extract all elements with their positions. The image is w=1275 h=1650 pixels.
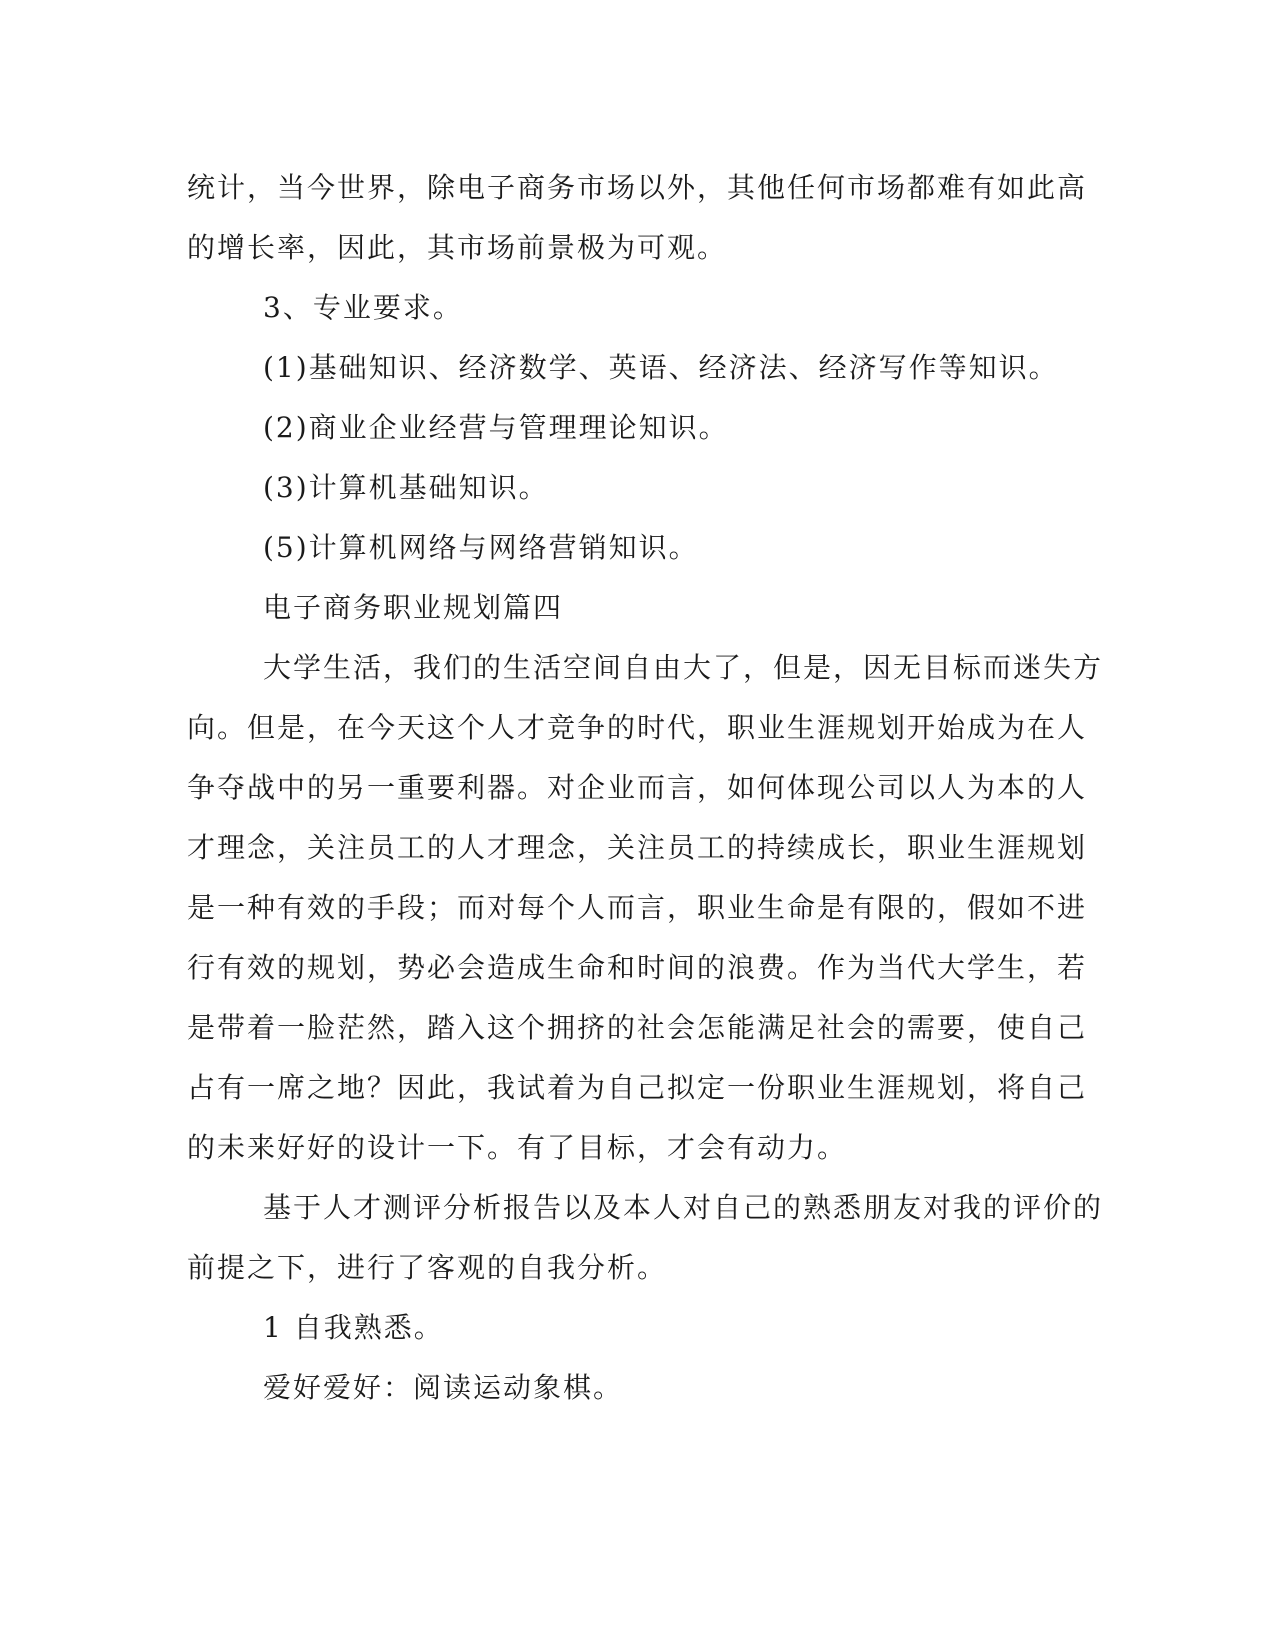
text-line: 的未来好好的设计一下。有了目标，才会有动力。: [187, 1131, 848, 1164]
text-line: 的增长率，因此，其市场前景极为可观。: [187, 231, 728, 264]
list-item: (2)商业企业经营与管理理论知识。: [263, 411, 729, 444]
paragraph: [187, 458, 1067, 518]
paragraph: [187, 158, 1088, 278]
paragraph: [187, 398, 1067, 458]
list-item: (5)计算机网络与网络营销知识。: [263, 531, 699, 564]
paragraph: [187, 518, 1067, 578]
text-line: 向。但是，在今天这个人才竞争的时代，职业生涯规划开始成为在人: [187, 711, 1088, 744]
text-line: 争夺战中的另一重要利器。对企业而言，如何体现公司以人为本的人: [187, 771, 1088, 804]
text-line: 爱好爱好：阅读运动象棋。: [263, 1371, 624, 1404]
paragraph: [187, 1358, 1067, 1418]
text-line: 大学生活，我们的生活空间自由大了，但是，因无目标而迷失方: [263, 651, 1104, 684]
list-item: (1)基础知识、经济数学、英语、经济法、经济写作等知识。: [263, 351, 1059, 384]
paragraph: [187, 638, 1104, 1178]
paragraph: [187, 278, 1067, 338]
document-body: [187, 158, 1104, 1418]
text-line: 统计，当今世界，除电子商务市场以外，其他任何市场都难有如此高: [187, 171, 1088, 204]
text-line: 前提之下，进行了客观的自我分析。: [187, 1251, 668, 1284]
paragraph: [187, 1298, 1067, 1358]
text-line: 基于人才测评分析报告以及本人对自己的熟悉朋友对我的评价的: [263, 1191, 1104, 1224]
text-line: 是带着一脸茫然，踏入这个拥挤的社会怎能满足社会的需要，使自己: [187, 1011, 1088, 1044]
paragraph: [187, 1178, 1104, 1298]
text-line: 占有一席之地？因此，我试着为自己拟定一份职业生涯规划，将自己: [187, 1071, 1088, 1104]
section-heading: 1 自我熟悉。: [263, 1311, 444, 1344]
text-line: 是一种有效的手段；而对每个人而言，职业生命是有限的，假如不进: [187, 891, 1088, 924]
section-title: 电子商务职业规划篇四: [263, 591, 564, 624]
section-heading: 3、专业要求。: [263, 291, 463, 324]
text-line: 行有效的规划，势必会造成生命和时间的浪费。作为当代大学生，若: [187, 951, 1088, 984]
text-line: 才理念，关注员工的人才理念，关注员工的持续成长，职业生涯规划: [187, 831, 1088, 864]
paragraph: [187, 578, 1067, 638]
list-item: (3)计算机基础知识。: [263, 471, 549, 504]
paragraph: [187, 338, 1067, 398]
